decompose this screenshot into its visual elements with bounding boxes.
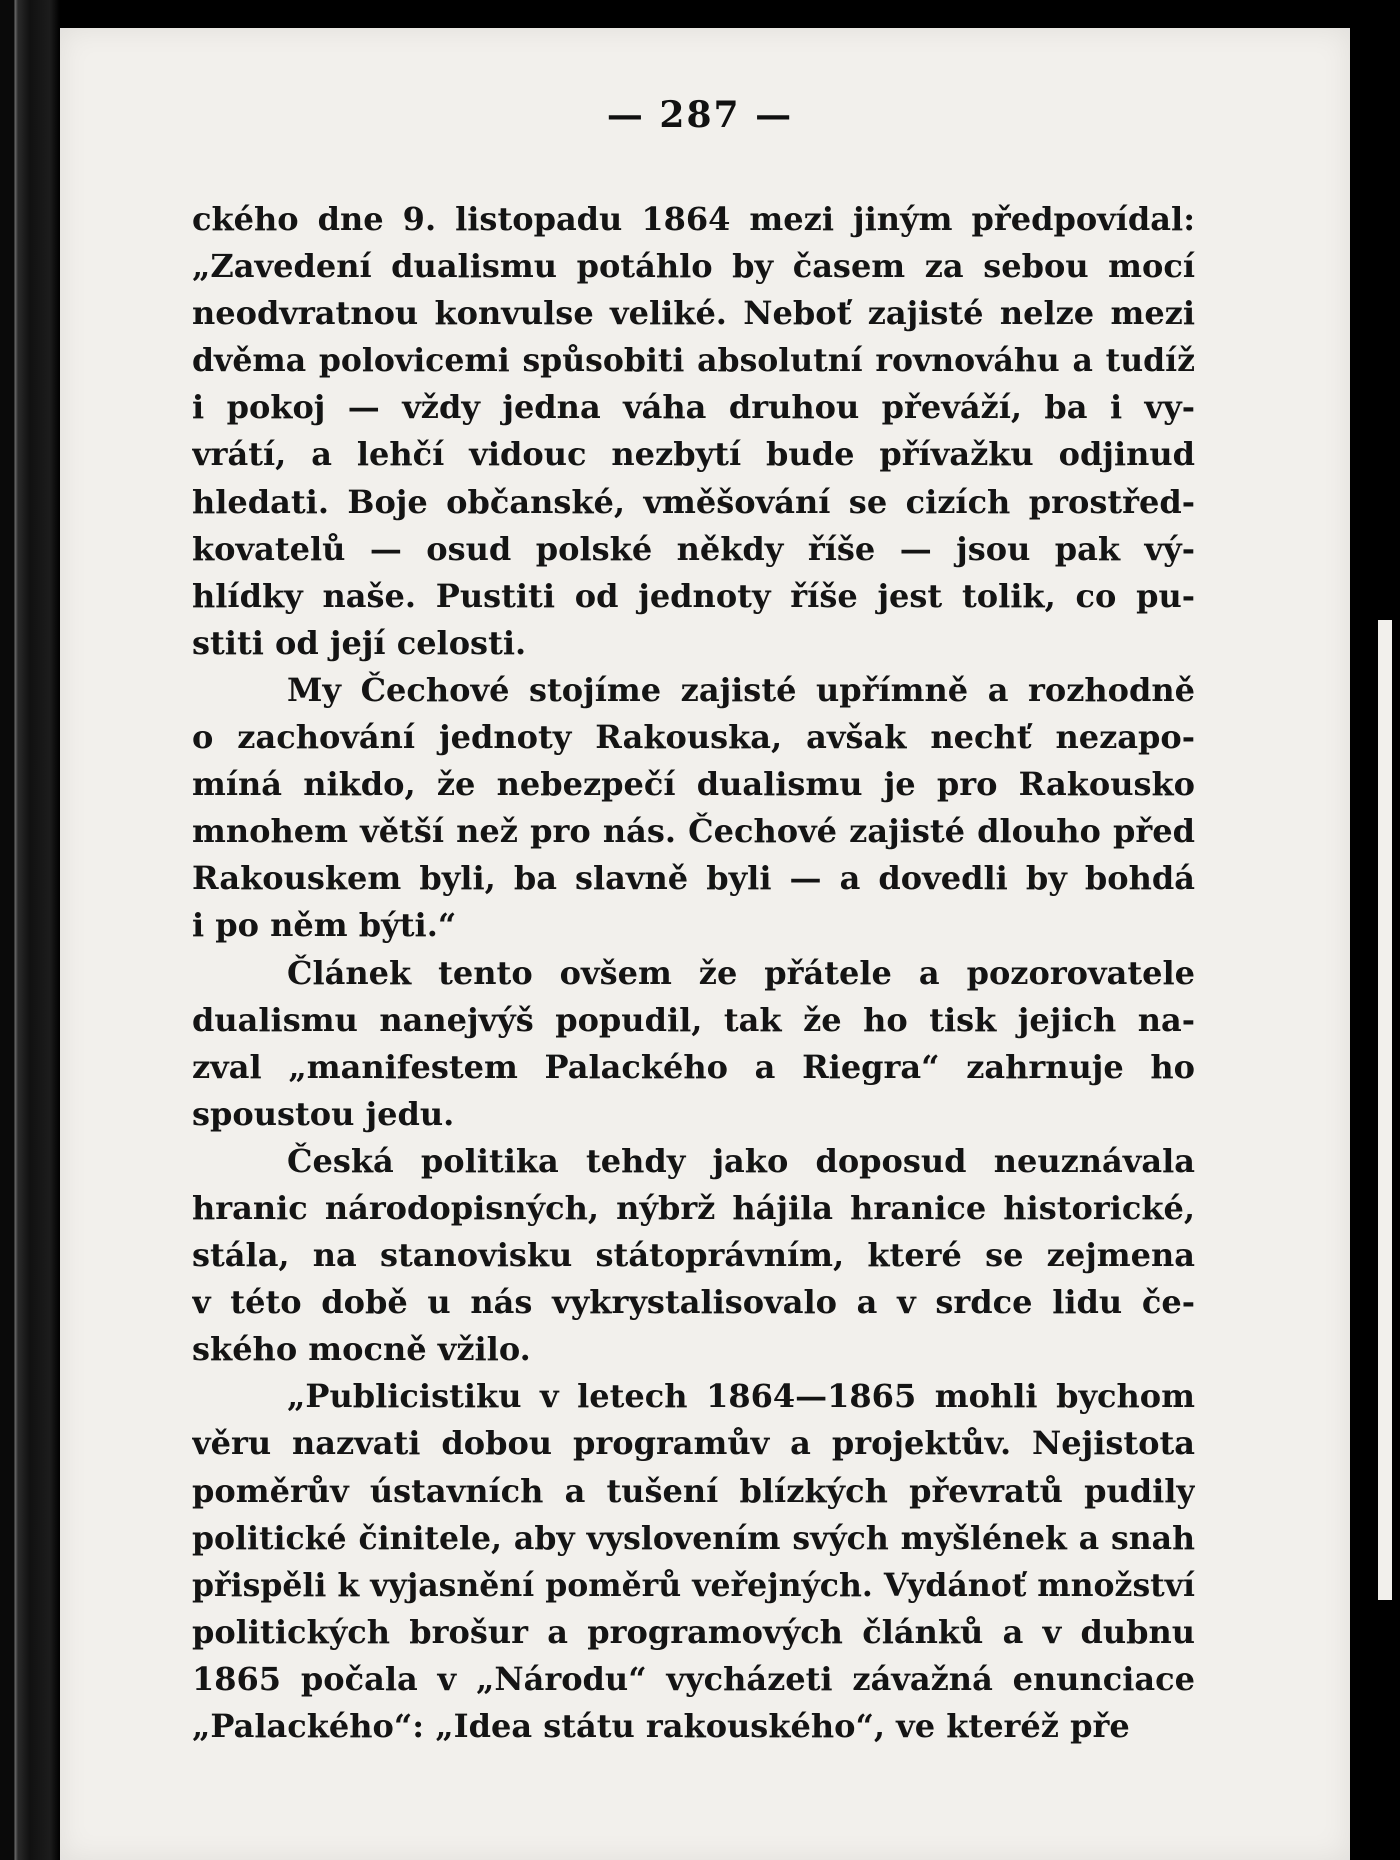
paragraph <box>192 196 1195 667</box>
text-line: ckého dne 9. listopadu 1864 mezi jiným předpovídal: <box>192 200 1195 238</box>
text-line: přispěli k vyjasnění poměrů veřejných. Vydánoť množství <box>192 1566 1195 1604</box>
text-line: i pokoj — vždy jedna váha druhou převáží, ba i vy- <box>192 388 1195 427</box>
text-line: spoustou jedu. <box>192 1094 455 1133</box>
text-line: ského mocně vžilo. <box>192 1330 531 1369</box>
text-line: politické činitele, aby vyslovením svých myšlének a snah <box>192 1519 1195 1557</box>
page-number: — 287 — <box>606 94 794 136</box>
text-line: zval „manifestem Palackého a Riegra“ zahrnuje ho <box>192 1047 1195 1086</box>
text-line: neodvratnou konvulse veliké. Neboť zajisté nelze mezi <box>192 294 1195 333</box>
text-line: v této době u nás vykrystalisovalo a v srdce lidu če- <box>192 1283 1195 1322</box>
text-line: „Publicistiku v letech 1864—1865 mohli bychom <box>287 1377 1195 1416</box>
text-line: kovatelů — osud polské někdy říše — jsou pak vý- <box>192 529 1195 568</box>
text-line: poměrův ústavních a tušení blízkých převratů pudily <box>192 1471 1195 1510</box>
book-gutter-left <box>0 0 60 1860</box>
paragraph <box>192 1373 1195 1750</box>
text-line: míná nikdo, že nebezpečí dualismu je pro Rakousko <box>192 765 1195 804</box>
text-line: Česká politika tehdy jako doposud neuznávala <box>287 1141 1195 1180</box>
text-line: dualismu nanejvýš popudil, tak že ho tisk jejich na- <box>192 1000 1195 1039</box>
body-text <box>192 196 1195 1750</box>
text-line: „Zavedení dualismu potáhlo by časem za sebou mocí <box>192 247 1195 286</box>
paragraph <box>192 667 1195 950</box>
text-line: hledati. Boje občanské, vměšování se cizích prostřed- <box>192 482 1195 521</box>
book-edge-right <box>1350 0 1400 1860</box>
text-line: dvěma polovicemi spůsobiti absolutní rovnováhu a tudíž <box>192 342 1195 380</box>
text-line: vrátí, a lehčí vidouc nezbytí bude přívažku odjinud <box>192 435 1195 474</box>
text-line: hlídky naše. Pustiti od jednoty říše jest tolik, co pu- <box>192 576 1195 615</box>
text-line: o zachování jednoty Rakouska, avšak nechť nezapo- <box>192 718 1195 757</box>
page-edge-strip <box>1378 620 1392 1600</box>
text-line: My Čechové stojíme zajisté upřímně a rozhodně <box>287 670 1195 709</box>
text-line: věru nazvati dobou programův a projektův. Nejistota <box>192 1424 1195 1463</box>
text-line: Rakouskem byli, ba slavně byli — a dovedli by bohdá <box>192 859 1195 898</box>
paragraph <box>192 1138 1195 1373</box>
text-line: Článek tento ovšem že přátele a pozorovatele <box>287 953 1195 992</box>
paragraph <box>192 950 1195 1138</box>
text-line: stiti od její celosti. <box>192 623 527 662</box>
text-line: 1865 počala v „Národu“ vycházeti závažná enunciace <box>192 1659 1195 1698</box>
text-line: politických brošur a programových článků a v dubnu <box>192 1612 1195 1651</box>
text-line: mnohem větší než pro nás. Čechové zajisté dlouho před <box>192 812 1195 851</box>
text-line: stála, na stanovisku státoprávním, které se zejmena <box>192 1236 1195 1275</box>
text-line: „Palackého“: „Idea státu rakouského“, ve kteréž pře <box>192 1707 1130 1745</box>
text-line: i po něm býti.“ <box>192 906 457 945</box>
text-line: hranic národopisných, nýbrž hájila hranice historické, <box>192 1188 1195 1227</box>
